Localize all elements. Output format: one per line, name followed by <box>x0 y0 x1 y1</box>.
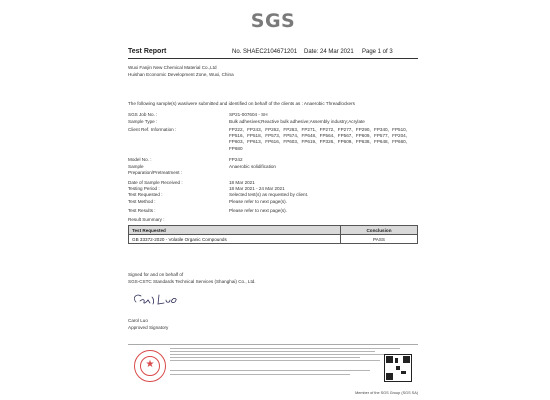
qr-code-icon <box>384 354 412 382</box>
footer-fineprint-line <box>170 360 380 361</box>
model-no-label: Model No. : <box>128 157 152 162</box>
footer-fineprint-line <box>170 351 375 352</box>
date-received: 18 Mar 2021 <box>229 180 255 185</box>
report-title: Test Report <box>128 48 167 55</box>
result-summary-label: Result Summary : <box>128 217 165 222</box>
report-number: No. SHAEC2104671201 <box>232 49 298 55</box>
sample-type-label: Sample Type : <box>128 119 158 124</box>
intro-text: The following sample(s) was/were submitted and identified on behalf of the clients as : Anaerobic Threadlockers <box>128 101 355 106</box>
signed-for-text: Signed for and on behalf of <box>128 272 184 277</box>
member-of-sgs-group: Member of the SGS Group (SGS SA) <box>355 391 418 395</box>
row-conclusion: PASS <box>341 235 418 244</box>
page-indicator: Page 1 of 3 <box>362 49 393 55</box>
sgs-logo: SGS <box>250 10 296 32</box>
test-method-label: Test Method : <box>128 199 156 204</box>
sample-prep-label-2: Preparation/Pretreatment : <box>128 170 183 175</box>
table-row <box>129 235 418 244</box>
footer <box>128 344 418 394</box>
signer-name: Carol Luo <box>128 318 148 323</box>
testing-period-label: Testing Period : <box>128 186 160 191</box>
client-address: Huishan Economic Development Zone, Wuxi, China <box>128 72 234 77</box>
sgs-job-no: SP21-007604 - SH <box>229 112 268 117</box>
header-divider <box>128 58 418 59</box>
test-results-label: Test Results : <box>128 208 156 213</box>
sgs-job-no-label: SGS Job No. : <box>128 112 158 117</box>
footer-address-line <box>170 374 350 375</box>
test-method: Please refer to next page(s). <box>229 199 287 204</box>
client-ref: FP222、FP243、FP262、FP263、FP271、FP272、FP277、FP290、FP340、FP510、FP516、FP518、FP573、FP574、FP648、FP564、FP567、FP609、FP577、FP204、FP603、FP613、FP616、FP603、FP619、FP326、FP609、FP638、FP648、FP660、FP680 <box>229 127 411 151</box>
footer-fineprint-line <box>170 354 395 355</box>
handwritten-signature <box>128 291 190 309</box>
sample-type: Bulk adhesives;Reactive bulk adhesive;Assembly industry;Acrylate <box>229 119 365 124</box>
footer-divider <box>128 344 418 345</box>
footer-fineprint-line <box>170 348 400 349</box>
signing-company: SGS-CSTC Standards Technical Services (Shanghai) Co., Ltd. <box>128 279 256 284</box>
sample-prep-label-1: Sample <box>128 164 144 169</box>
client-ref-label: Client Ref. Information : <box>128 127 177 132</box>
test-results: Please refer to next page(s). <box>229 208 287 213</box>
sample-prep: Anaerobic solidification <box>229 164 276 169</box>
footer-address-line <box>170 370 370 371</box>
test-requested: Selected test(s) as requested by client. <box>229 192 309 197</box>
company-seal-icon: ★ <box>134 350 166 382</box>
col-test-requested: Test Requested <box>129 226 341 235</box>
model-no: FP242 <box>229 157 243 162</box>
client-name: Wuxi Fanjin New Chemical Material Co.,Ltd <box>128 65 217 70</box>
testing-period: 18 Mar 2021 - 24 Mar 2021 <box>229 186 285 191</box>
signer-role: Approved Signatory <box>128 325 169 330</box>
test-requested-label: Test Requested : <box>128 192 163 197</box>
date-received-label: Date of Sample Received : <box>128 180 183 185</box>
result-table <box>128 225 418 244</box>
col-conclusion: Conclusion <box>341 226 418 235</box>
result-table-header <box>129 226 418 235</box>
footer-fineprint-line <box>170 357 360 358</box>
report-date: Date: 24 Mar 2021 <box>304 49 354 55</box>
row-test: GB 33372-2020 - Volatile Organic Compounds <box>129 235 341 244</box>
